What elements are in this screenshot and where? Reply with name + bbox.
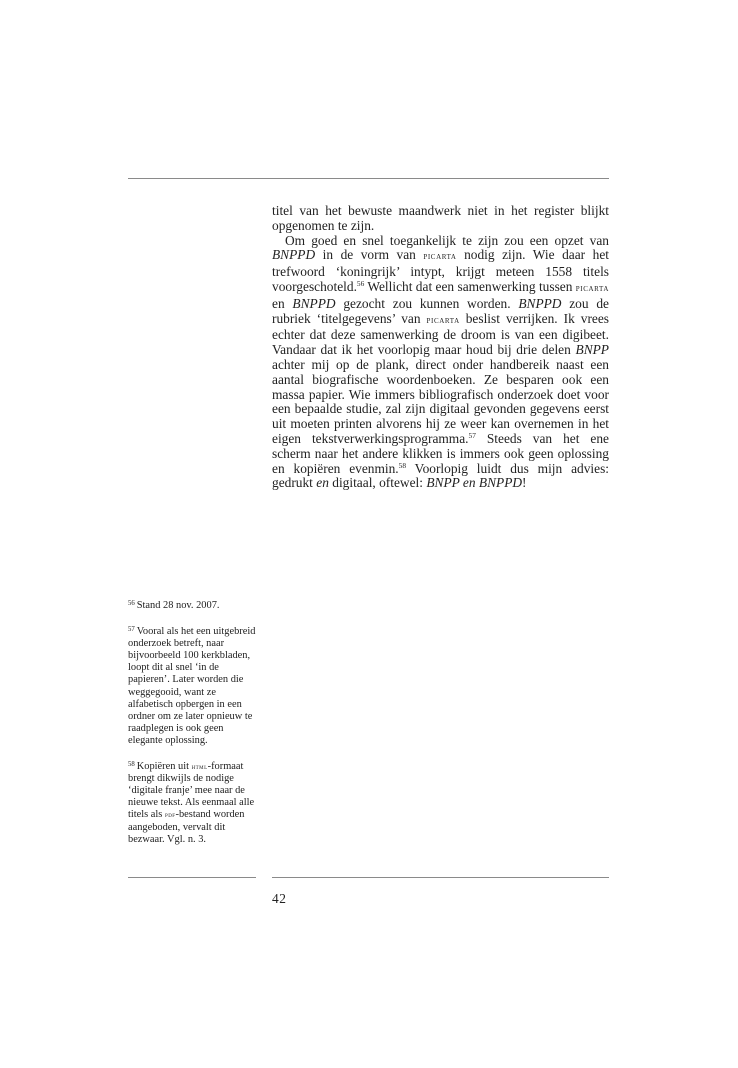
small-caps-picarta: picarta [423, 251, 457, 263]
footnote-bottom-rule [128, 877, 256, 878]
top-rule [128, 178, 609, 179]
small-caps-picarta: picarta [426, 314, 460, 326]
footnote-56: $^{56}$ Stand 28 nov. 2007. [128, 599, 220, 611]
footnote-ref-57: 57 [468, 431, 476, 441]
paragraph-bnppd: Om goed en snel toegankelijk te zijn zou een opzet van BNPPD in de vorm van picarta nodig zijn. Wie daar het trefwoord ‘koningrijk’ intypt, krijgt meteen 1558 titels voorgeschoteld.$^{56}$ Wellicht dat een samenwerking tussen picarta en BNPPD gezocht zou kunnen worden. BNPPD zou de rubriek ‘titelgegevens’ van picarta beslist verrijken. Ik vrees echter dat deze samenwerking de droom is van een digibeet. Vandaar dat ik het voorlopig maar houd bij drie delen BNPP achter mij op de plank, direct onder handbereik naast een aantal biografische woordenboeken. Ze besparen ook een massa papier. Wie immers bibliografisch onderzoek doet voor een bepaalde studie, zal zijn digitaal gevonden gegevens eerst uit moeten printen alvorens hij ze weer kan overnemen in het eigen tekstverwerkingsprogramma.$^{57}$ Steeds van het ene scherm naar het andere klikken is immers ook geen oplossing en kopiëren evenmin.$^{58}$ Voorlopig luidt dus mijn advies: gedrukt en digitaal, oftewel: BNPP en BNPPD! [272, 232, 610, 491]
paragraph-continued: titel van het bewuste maandwerk niet in het register blijkt opgenomen te zijn. [272, 203, 609, 233]
footnote-58: $^{58}$ Kopiëren uit html-formaat brengt dikwijls de nodige ‘digitale franje’ mee naar de nieuwe tekst. Als eenmaal alle titels als pdf-bestand worden aangeboden, vervalt dit bezwaar. Vgl. n. 3. [128, 760, 255, 845]
page-number: 42 [272, 891, 287, 906]
text-bottom-rule [272, 877, 609, 878]
main-text-column [272, 204, 609, 491]
small-caps-picarta: picarta [575, 282, 609, 294]
footnotes-column [128, 600, 256, 860]
footnote-ref-58: 58 [398, 460, 407, 470]
footnote-57: $^{57}$ Vooral als het een uitgebreid onderzoek betreft, naar bijvoorbeeld 100 kerkbladen, loopt dit al snel ‘in de papieren’. Later worden die weggegooid, want ze alfabetisch opbergen in een ordner om ze later opnieuw te raadplegen is ook geen elegante oplossing. [128, 625, 256, 746]
footnote-ref-56: 56 [356, 279, 365, 289]
